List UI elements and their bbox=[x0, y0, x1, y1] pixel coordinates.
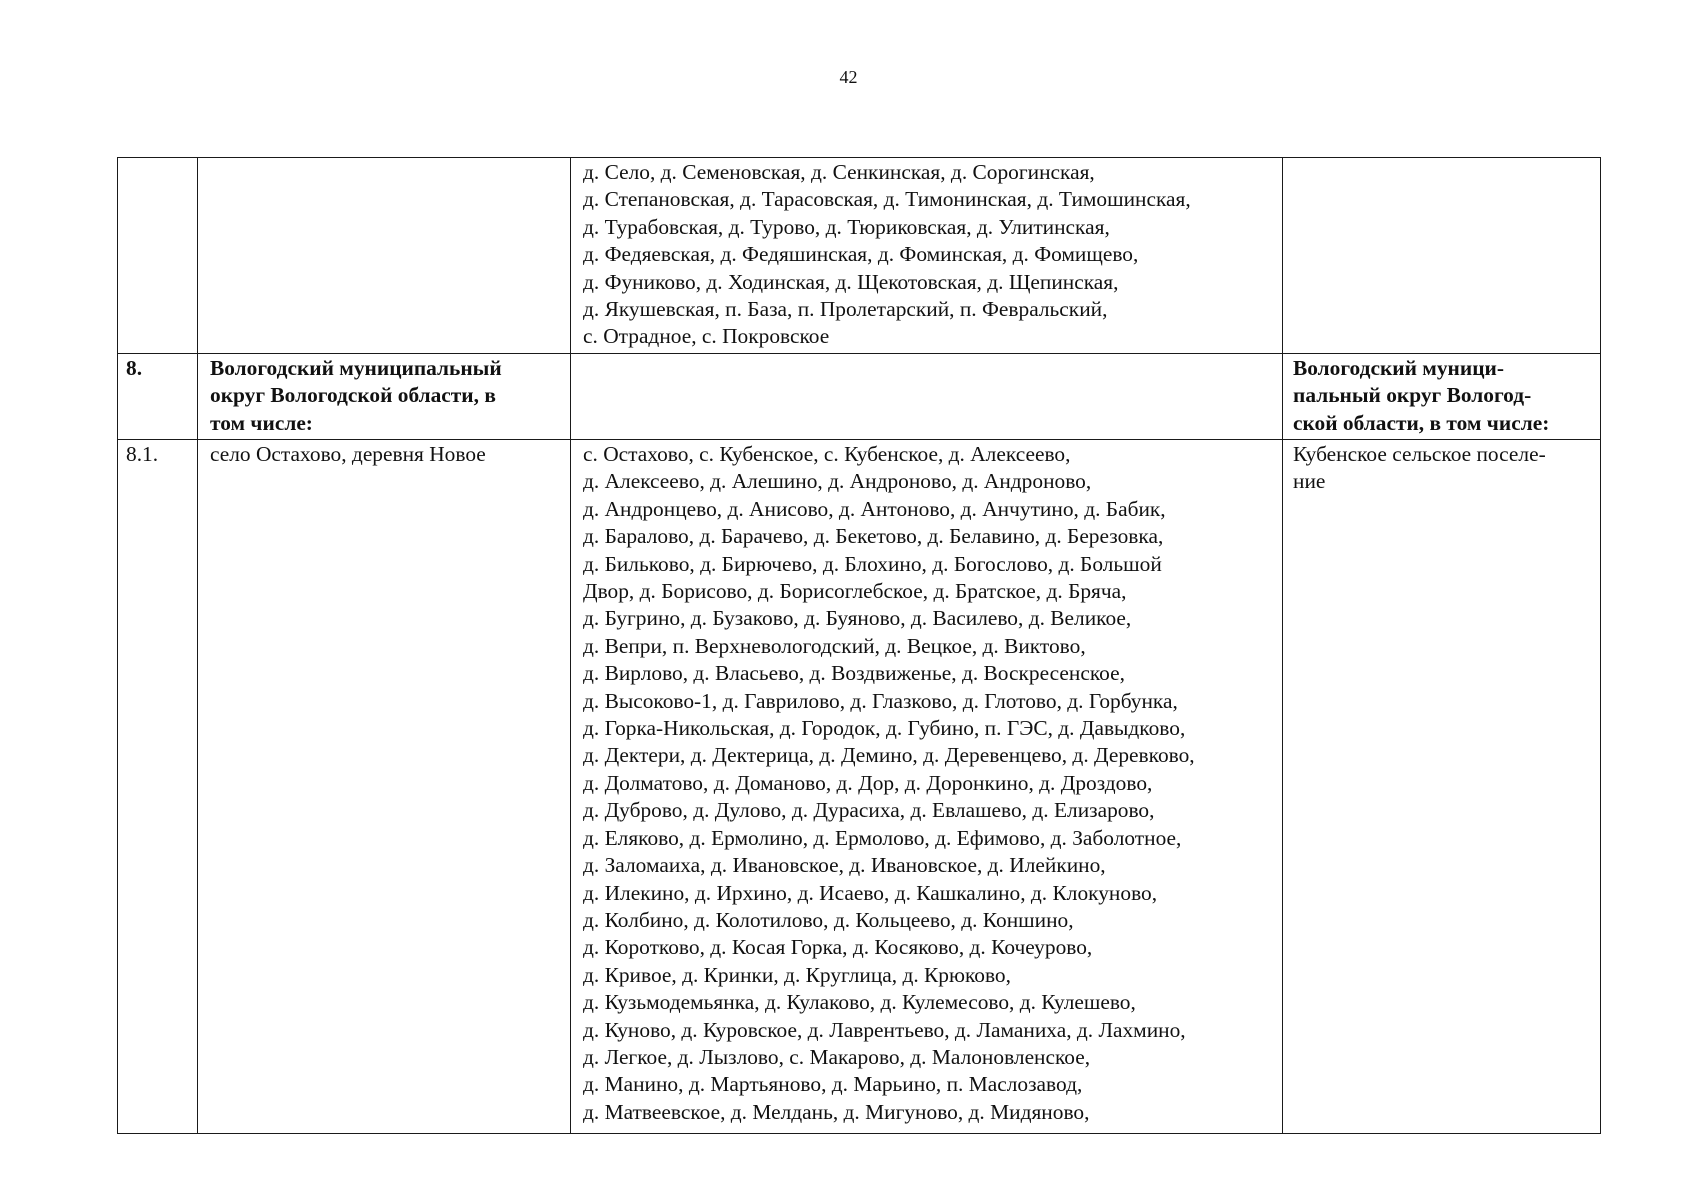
municipality-line: пальный округ Вологод- bbox=[1293, 383, 1532, 408]
table-row-8-1 bbox=[118, 440, 1601, 1134]
settlements-list-line: д. Кузьмодемьянка, д. Кулаково, д. Кулемесово, д. Кулешево, bbox=[583, 990, 1136, 1015]
settlements-list-line: д. Алексеево, д. Алешино, д. Андроново, д. Андроново, bbox=[583, 469, 1092, 494]
settlements-list-line: д. Горка-Никольская, д. Городок, д. Губино, п. ГЭС, д. Давыдково, bbox=[583, 716, 1186, 741]
row-number-cell: 8. bbox=[118, 354, 198, 440]
settlements-list-line: д. Матвеевское, д. Мелдань, д. Мигуново, д. Мидяново, bbox=[583, 1099, 1090, 1124]
municipality-line: ние bbox=[1293, 469, 1326, 494]
settlements-list-cell bbox=[571, 354, 1283, 440]
settlements-list-line: д. Якушевская, п. База, п. Пролетарский, п. Февральский, bbox=[583, 297, 1108, 322]
settlements-list-line: д. Бильково, д. Бирючево, д. Блохино, д. Богослово, д. Большой bbox=[583, 551, 1162, 576]
settlements-list-line: д. Турабовская, д. Турово, д. Тюриковская, д. Улитинская, bbox=[583, 214, 1110, 239]
settlements-list-line: д. Высоково-1, д. Гаврилово, д. Глазково, д. Глотово, д. Горбунка, bbox=[583, 688, 1178, 713]
page-number: 42 bbox=[839, 67, 858, 87]
settlements-list-line: д. Долматово, д. Доманово, д. Дор, д. Доронкино, д. Дроздово, bbox=[583, 770, 1153, 795]
municipality-line: Кубенское сельское поселе- bbox=[1293, 442, 1546, 466]
settlements-list-line: д. Кривое, д. Кринки, д. Круглица, д. Крюково, bbox=[583, 962, 1011, 987]
table-row-continuation bbox=[118, 158, 1601, 354]
settlements-list-line: д. Федяевская, д. Федяшинская, д. Фоминская, д. Фомищево, bbox=[583, 242, 1139, 267]
settlements-list-line: д. Село, д. Семеновская, д. Сенкинская, д. Сорогинская, bbox=[583, 160, 1095, 184]
settlements-list-line: д. Дектери, д. Дектерица, д. Демино, д. Деревенцево, д. Деревково, bbox=[583, 743, 1195, 768]
settlements-list-line: д. Легкое, д. Лызлово, с. Макарово, д. Малоновленское, bbox=[583, 1044, 1091, 1069]
row-number-cell: 8.1. bbox=[118, 440, 198, 1134]
district-name-line: Вологодский муниципальный bbox=[210, 356, 502, 380]
settlements-list-line: д. Фуниково, д. Ходинская, д. Щекотовская, д. Щепинская, bbox=[583, 269, 1119, 294]
municipality-line: ской области, в том числе: bbox=[1293, 410, 1550, 435]
settlements-list-line: д. Коротково, д. Косая Горка, д. Косяково, д. Кочеурово, bbox=[583, 935, 1093, 960]
settlements-list-line: д. Колбино, д. Колотилово, д. Кольцеево, д. Коншино, bbox=[583, 907, 1074, 932]
settlements-list-line: д. Андронцево, д. Анисово, д. Антоново, д. Анчутино, д. Бабик, bbox=[583, 496, 1166, 521]
settlements-list-line: д. Степановская, д. Тарасовская, д. Тимонинская, д. Тимошинская, bbox=[583, 187, 1191, 212]
settlements-list-line: д. Дуброво, д. Дулово, д. Дурасиха, д. Евлашево, д. Елизарово, bbox=[583, 798, 1155, 823]
table-row-8 bbox=[118, 354, 1601, 440]
settlements-list-line: Двор, д. Борисово, д. Борисоглебское, д. Братское, д. Бряча, bbox=[583, 579, 1127, 604]
municipality-cell bbox=[1283, 158, 1601, 354]
settlements-list-line: д. Вепри, п. Верхневологодский, д. Вецкое, д. Виктово, bbox=[583, 633, 1086, 658]
settlement-name-cell: село Остахово, деревня Новое bbox=[198, 440, 571, 1134]
municipality-cell bbox=[1283, 354, 1601, 440]
settlement-name-cell bbox=[198, 158, 571, 354]
settlements-list-line: д. Манино, д. Мартьяново, д. Марьино, п. Маслозавод, bbox=[583, 1072, 1083, 1097]
settlements-list-cell bbox=[571, 440, 1283, 1134]
district-name-line: округ Вологодской области, в bbox=[210, 383, 496, 408]
settlements-list-line: с. Отрадное, с. Покровское bbox=[583, 324, 830, 349]
settlements-list-line: д. Вирлово, д. Власьево, д. Воздвиженье, д. Воскресенское, bbox=[583, 661, 1125, 686]
settlements-list-line: с. Остахово, с. Кубенское, с. Кубенское, д. Алексеево, bbox=[583, 442, 1071, 466]
district-name-line: том числе: bbox=[210, 410, 313, 435]
municipality-line: Вологодский муници- bbox=[1293, 356, 1504, 380]
municipal-district-name-cell bbox=[198, 354, 571, 440]
settlements-list-line: д. Заломаиха, д. Ивановское, д. Ивановское, д. Илейкино, bbox=[583, 853, 1106, 878]
settlements-list-line: д. Илекино, д. Ирхино, д. Исаево, д. Кашкалино, д. Клокуново, bbox=[583, 880, 1158, 905]
municipality-cell bbox=[1283, 440, 1601, 1134]
settlements-list-line: д. Куново, д. Куровское, д. Лаврентьево, д. Ламаниха, д. Лахмино, bbox=[583, 1017, 1186, 1042]
settlements-list-line: д. Бугрино, д. Бузаково, д. Буяново, д. Василево, д. Великое, bbox=[583, 606, 1132, 631]
settlements-table bbox=[117, 157, 1601, 1134]
settlements-list-line: д. Еляково, д. Ермолино, д. Ермолово, д. Ефимово, д. Заболотное, bbox=[583, 825, 1182, 850]
settlements-list-cell bbox=[571, 158, 1283, 354]
row-number-cell bbox=[118, 158, 198, 354]
settlements-list-line: д. Баралово, д. Барачево, д. Бекетово, д. Белавино, д. Березовка, bbox=[583, 524, 1164, 549]
